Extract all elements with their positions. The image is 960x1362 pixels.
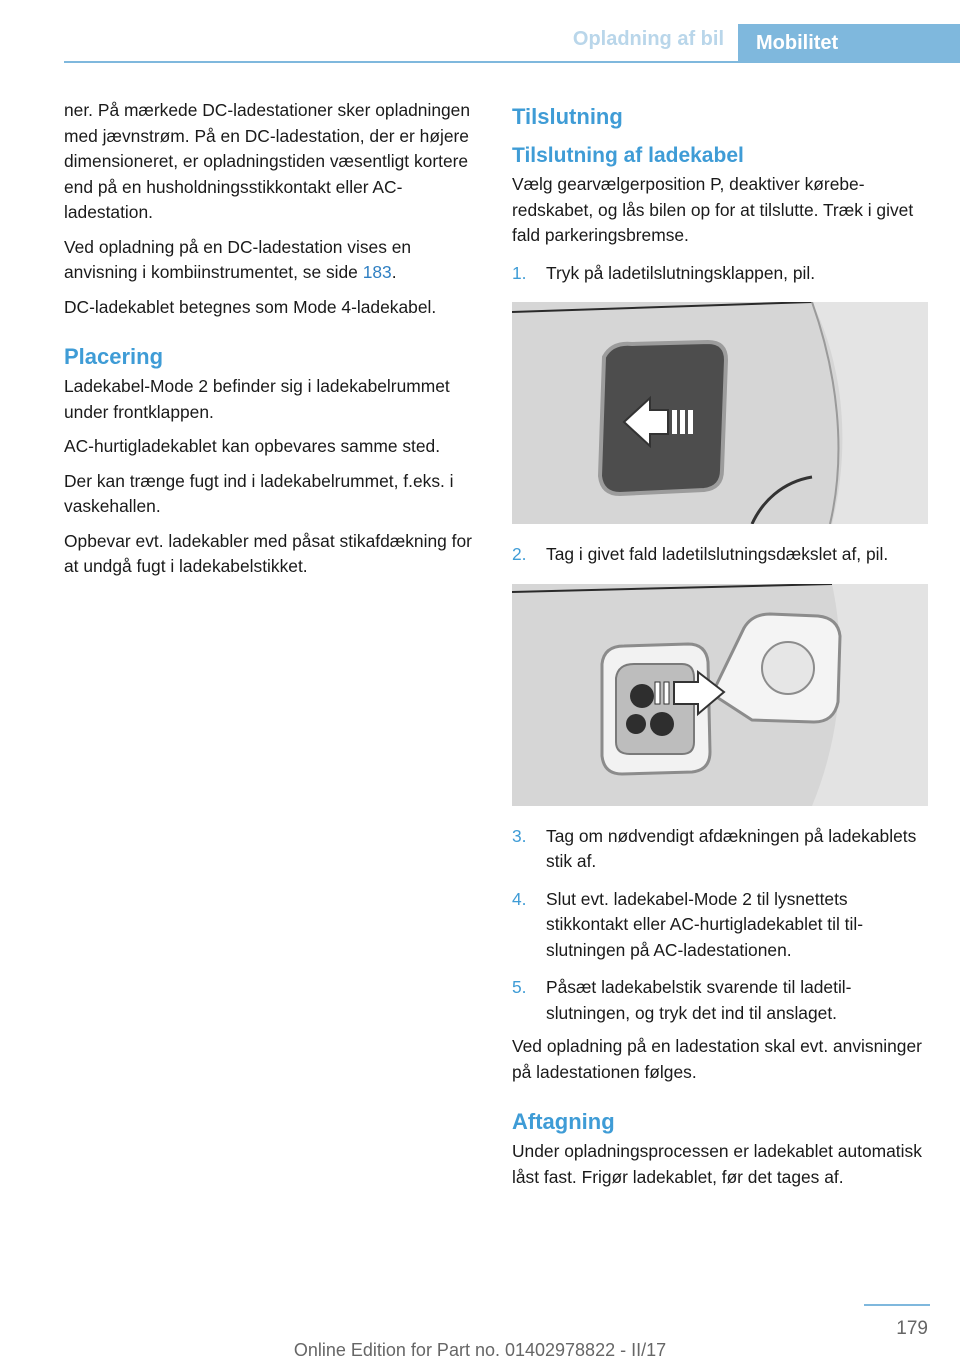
header-chapter-tab: Mobilitet xyxy=(738,24,960,62)
step-number: 2. xyxy=(512,544,527,564)
step-3 xyxy=(512,824,928,875)
paragraph-station-instructions: Ved opladning på en ladestation skal evt. anvisninger på ladestationen følges. xyxy=(512,1036,922,1082)
page-reference-link[interactable]: 183 xyxy=(362,262,392,282)
paragraph-kombi-text: Ved opladning på en DC-ladestation vises en anvisning i kombiinstrumentet, se side xyxy=(64,236,412,282)
step-text: Slut evt. ladekabel-Mode 2 til lysnettets stikkontakt eller AC-hurtigladekablet til tilslutningen på AC-ladestationen. xyxy=(546,888,864,960)
step-4 xyxy=(512,887,928,964)
heading-placering: Placering xyxy=(64,344,164,369)
left-column xyxy=(64,98,476,589)
header-rule xyxy=(64,61,960,63)
subheading-tilslutning-ladekabel: Tilslutning af ladekabel xyxy=(512,144,744,167)
footer-rule xyxy=(864,1304,930,1306)
page-header xyxy=(0,0,960,64)
step-number: 5. xyxy=(512,977,527,997)
step-text: Påsæt ladekabelstik svarende til ladetilslutningen, og tryk det ind til anslaget. xyxy=(546,977,852,1023)
illustration-charging-flap-open xyxy=(512,584,928,806)
right-column xyxy=(512,98,928,1199)
paragraph-moisture: Der kan trænge fugt ind i ladekabelrummet, f.eks. i vaskehallen. xyxy=(64,470,454,516)
step-number: 4. xyxy=(512,888,527,909)
footer-edition: Online Edition for Part no. 01402978822 - II/17 xyxy=(293,1340,667,1360)
paragraph-mode2-location: Ladekabel-Mode 2 befinder sig i ladekabelrummet under frontklappen. xyxy=(64,376,450,422)
step-text: Tag om nødvendigt afdækningen på ladekablets stik af. xyxy=(546,825,917,871)
paragraph-dc-charging: ner. På mærkede DC-ladestationer sker opladningen med jævnstrøm. På en DC-ladestation, der er højere dimensioneret, er opladningstiden væsentligt kortere end på en husholdningsstikkontakt eller AC-ladestation. xyxy=(64,100,471,222)
step-number: 1. xyxy=(512,262,527,283)
paragraph-aftagning: Under opladningsprocessen er ladekablet automatisk låst fast. Frigør ladekablet, før det tages af. xyxy=(512,1141,922,1187)
paragraph-mode4: DC-ladekablet betegnes som Mode 4-ladekabel. xyxy=(64,296,437,317)
step-1 xyxy=(512,261,928,287)
header-section-title: Opladning af bil xyxy=(572,28,724,50)
page-number: 179 xyxy=(896,1318,928,1339)
step-text: Tryk på ladetilslutningsklappen, pil. xyxy=(546,262,816,283)
paragraph-plug-cover: Opbevar evt. ladekabler med påsat stikafdækning for at undgå fugt i ladekabelstikket. xyxy=(64,530,472,576)
step-text: Tag i givet fald ladetilslutningsdækslet af, pil. xyxy=(546,544,889,564)
heading-aftagning: Aftagning xyxy=(512,1109,615,1134)
illustration-charging-flap-closed xyxy=(512,302,928,524)
step-5 xyxy=(512,975,928,1026)
paragraph-ac-storage: AC-hurtigladekablet kan opbevares samme sted. xyxy=(64,436,441,456)
paragraph-kombi-notice xyxy=(64,235,476,286)
paragraph-kombi-end: . xyxy=(391,262,397,282)
paragraph-connect-intro: Vælg gearvælgerposition P, deaktiver køreberedskabet, og lås bilen op for at tilslutte. Træk i givet fald parkeringsbremse. xyxy=(512,174,914,245)
step-number: 3. xyxy=(512,825,527,846)
figure-charging-flap-open xyxy=(512,584,928,806)
heading-tilslutning: Tilslutning xyxy=(512,104,623,129)
figure-charging-flap-closed xyxy=(512,302,928,524)
step-2 xyxy=(512,542,928,568)
